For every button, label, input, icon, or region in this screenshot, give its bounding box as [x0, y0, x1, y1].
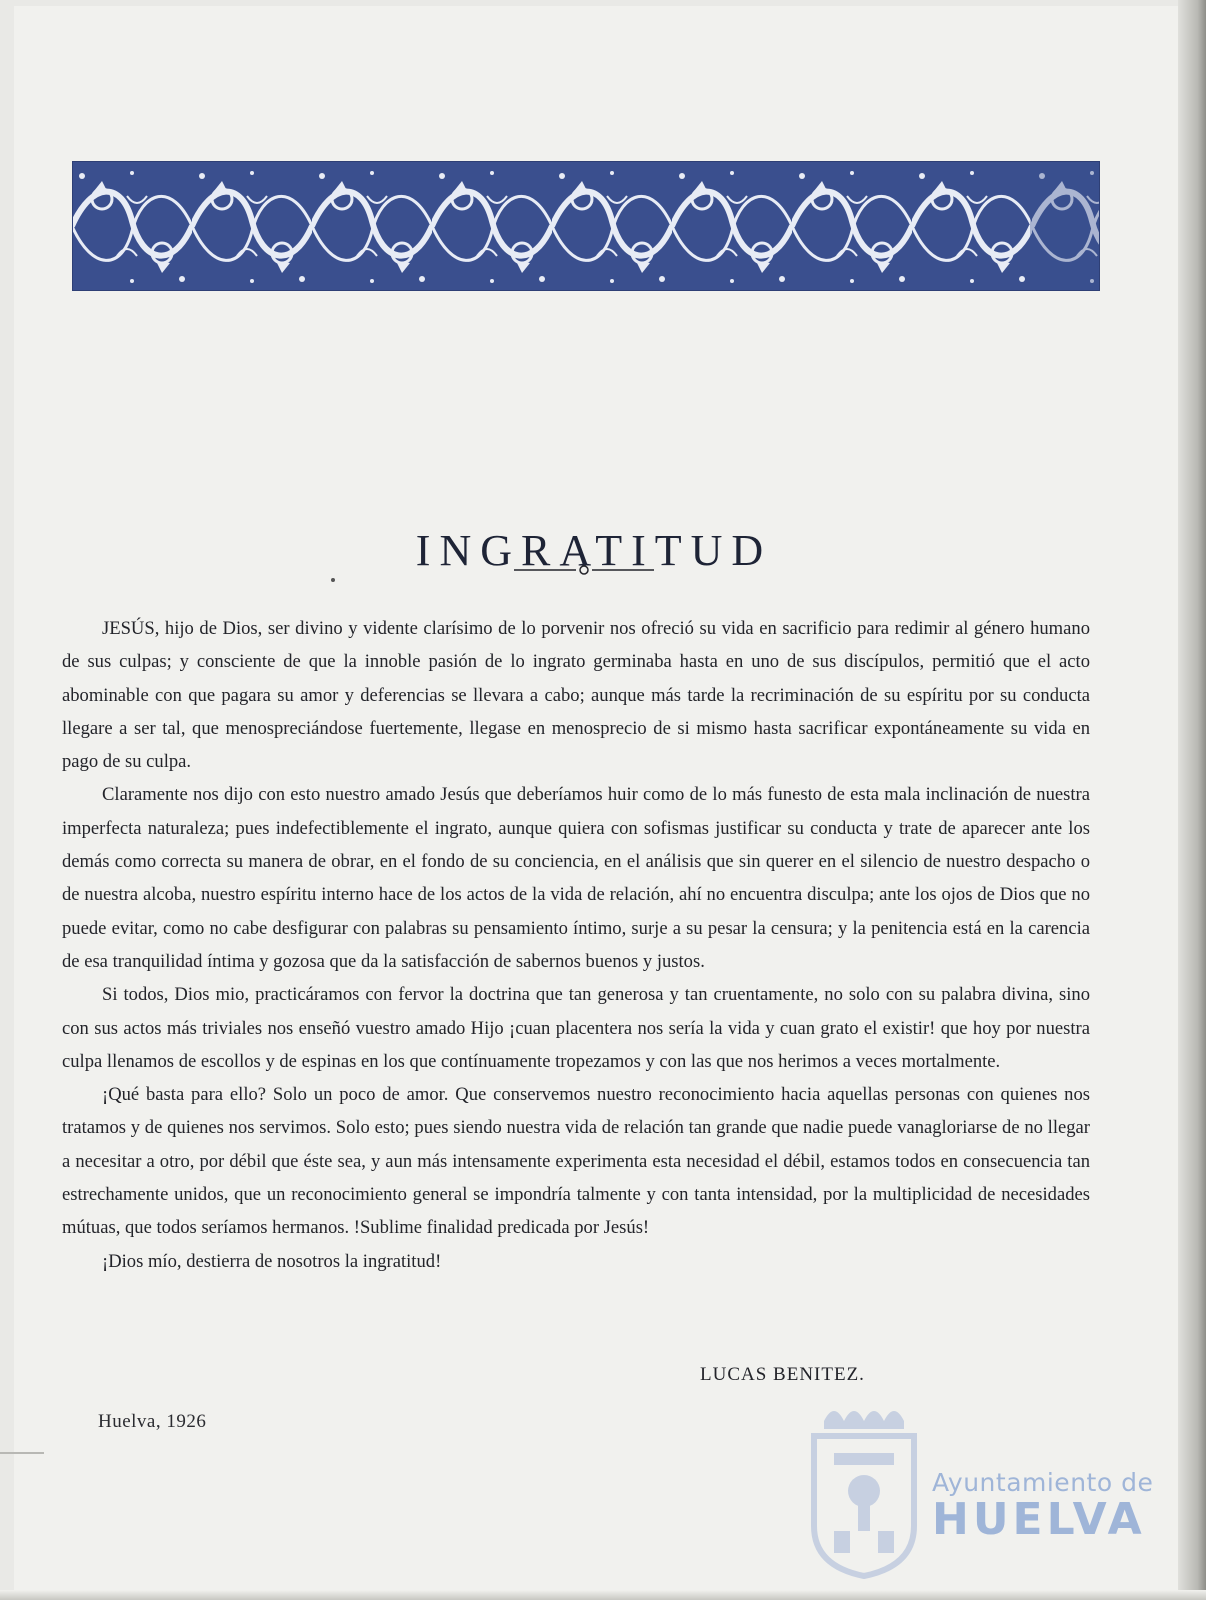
document-page [14, 6, 1178, 1594]
city-seal-watermark-icon [804, 1391, 924, 1581]
page-title: INGRATITUD [415, 526, 773, 576]
ink-speck [331, 578, 335, 582]
page-bottom-edge [0, 1590, 1206, 1600]
closing-exclamation: ¡Dios mío, destierra de nosotros la ingratitud! [102, 1250, 442, 1272]
book-spine-shadow [1178, 0, 1206, 1600]
title-divider-ornament [514, 562, 654, 578]
watermark-line-2: HUELVA [932, 1494, 1146, 1545]
institution-watermark [932, 1468, 1153, 1543]
article-body [62, 612, 1090, 1278]
ornamental-banner [72, 161, 1100, 291]
paragraph: Claramente nos dijo con esto nuestro amado Jesús que deberíamos huir como de lo más funesto de esta mala inclinación de nuestra imperfecta naturaleza; pues indefectiblemente el ingrato, aunque quiera con sofismas justificar su conducta y trate de aparecer ante los demás como correcta su manera de obrar, en el fondo de su conciencia, en el análisis que sin querer en el silencio de nuestro despacho o de nuestra alcoba, nuestro espíritu interno hace de los actos de la vida de relación, ahí no encuentra disculpa; ante los ojos de Dios que no puede evitar, como no cabe desfigurar con palabras su pensamiento íntimo, surje a su pesar la censura; y la penitencia está en la carencia de esa tranquilidad íntima y gozosa que da la satisfacción de sabernos buenos y justos. [62, 784, 1090, 972]
paragraph: JESÚS, hijo de Dios, ser divino y vidente clarísimo de lo porvenir nos ofreció su vida en sacrificio para redimir al género humano de sus culpas; y consciente de que la innoble pasión de lo ingrato germinaba hasta en uno de sus discípulos, permitió que el acto abominable con que pagara su amor y deferencias se llevara a cabo; aunque más tarde la recriminación de su espíritu por su conducta llegare a ser tal, que menospreciándose fuertemente, llegase en menosprecio de si mismo hasta sacrificar expontáneamente su vida en pago de su culpa. [62, 618, 1090, 773]
author-signature: LUCAS BENITEZ. [700, 1364, 865, 1385]
ornamental-banner-graphic [72, 161, 1100, 291]
margin-mark [0, 1452, 44, 1454]
paragraph: Si todos, Dios mio, practicáramos con fervor la doctrina que tan generosa y tan cruentamente, no solo con su palabra divina, sino con sus actos más triviales nos enseñó vuestro amado Hijo ¡cuan placentera nos sería la vida y cuan grato el existir! que hoy por nuestra culpa llenamos de escollos y de espinas en los que contínuamente tropezamos y con las que nos herimos a veces mortalmente. [62, 984, 1090, 1072]
place-date: Huelva, 1926 [98, 1411, 207, 1432]
paragraph: ¡Qué basta para ello? Solo un poco de amor. Que conservemos nuestro reconocimiento hacia aquellas personas con quienes nos tratamos y de quienes nos servimos. Solo esto; pues siendo nuestra vida de relación tan grande que nadie puede vanagloriarse de no llegar a necesitar a otro, por débil que éste sea, y aun más intensamente experimenta esta necesidad el débil, estamos todos en consecuencia tan estrechamente unidos, que un reconocimiento general se impondría talmente y con tanta intensidad, por la multiplicidad de necesidades mútuas, que todos seríamos hermanos. !Sublime finalidad predicada por Jesús! [62, 1084, 1090, 1239]
watermark-line-1: Ayuntamiento de [932, 1468, 1154, 1497]
